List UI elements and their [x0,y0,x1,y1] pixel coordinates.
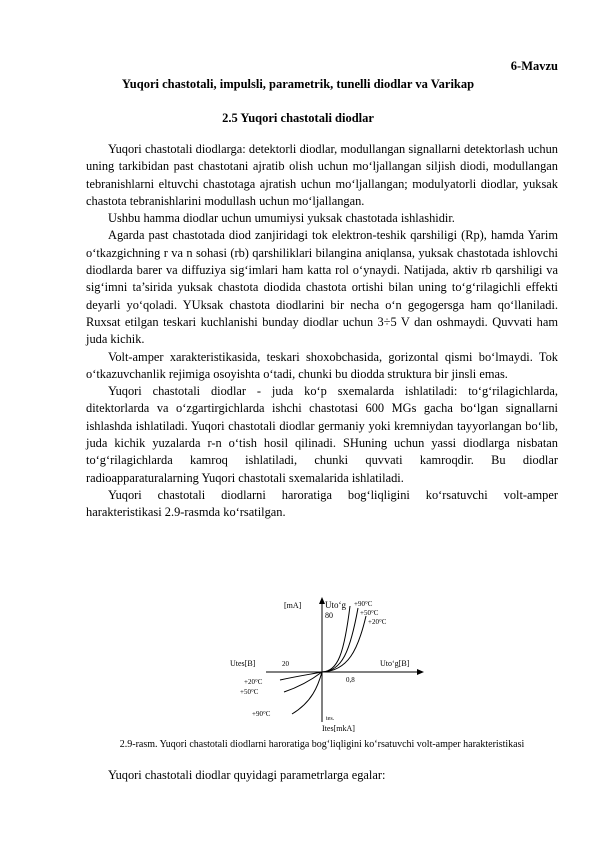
temp-label-bottom: +20°C [244,678,263,686]
y-value-label: 80 [325,611,333,620]
bottom-small-label: tes. [326,716,335,722]
y-unit-label: [mA] [284,601,302,610]
paragraph: Yuqori chastotali diodlarga: detektorli diodlar, modullangan signallarni detektorlash uchun uning tarkibidan past chastotani ajratib olish uchun mo‘ljallangan siljish diodi, modullangan tebranishlarni eltuvchi chastotaga ajratish uchun mo‘ljallangan; modulyatorli diodlar, yuksak chastota tebranishlarini modullash uchun mo‘ljallangan. [86,142,558,208]
bottom-axis-label: Ites[mkA] [322,724,355,733]
closing-line: Yuqori chastotali diodlar quyidagi parametrlarga egalar: [108,768,386,782]
paragraph: Yuqori chastotali diodlarni haroratiga bog‘liqligini ko‘rsatuvchi volt-amper harakteristikasi 2.9-rasmda ko‘rsatilgan. [86,487,558,520]
paragraph: Volt-amper xarakteristikasida, teskari shoxobchasida, gorizontal qismi bo‘lmaydi. Tok o‘tkazuvchanlik rejimiga osoyishta o‘tadi, chunki bu diodda struktura bir jinsli emas. [86,349,558,381]
temp-label-bottom: +50°C [240,688,259,696]
paragraph: Agarda past chastotada diod zanjiridagi tok elektron-teshik qarshiligi (Rp), hamda Yarim o‘tkazgichning r va n sohasi (rb) qarshiliklari bilangina aniqlansa, yuksak chastotada ishlovchi diodlarda barer va diffuziya sig‘imlari ham katta rol o‘ynaydi. Natijada, aktiv rb qarshiligi va sig‘imni ta’sirida yuksak chastota diodida chastota ortishi bilan uning to‘g‘rilagichli effekti deyarli yo‘qoladi. YUksak chastota diodlarini bir necha o‘n gegogersga ham qo‘llaniladi. Ruxsat etilgan teskari kuchlanishi bunday diodlar uchun 3÷5 V dan oshmaydi. Quvvati ham juda kichik. [86,228,558,347]
x-neg-value-label: 20 [282,660,289,668]
body-text [86,141,558,522]
page-title: Yuqori chastotali, impulsli, parametrik, tunelli diodlar va Varikap [121,77,475,91]
figure-caption: 2.9-rasm. Yuqori chastotali diodlarni haroratiga bog‘liqligini ko‘rsatuvchi volt-amper harakteristikasi [119,739,525,750]
x-neg-axis-label: Utes[B] [230,659,256,668]
temp-label-top: +90°C [354,600,373,608]
curve-reverse-90 [292,672,322,714]
y-axis-label: Uto‘g [325,600,346,610]
paragraph: Ushbu hamma diodlar uchun umumiysi yuksak chastotada ishlashidir. [108,211,455,226]
temp-label-top: +50°C [360,609,379,617]
section-heading: 2.5 Yuqori chastotali diodlar [222,111,374,125]
x-axis-arrow [417,669,424,675]
x-pos-value-label: 0,8 [346,676,355,684]
paragraph: Yuqori chastotali diodlar - juda ko‘p sxemalarda ishlatiladi: to‘g‘rilagichlarda, ditektorlarda va o‘zgartirgichlarda ishchi chastotasi 600 MGs gacha bo‘lgan signallarni ishlashda ishlatiladi. Yuqori chastotali diodlar germaniy yoki kremniydan tayyorlangan bo‘lib, juda kichik yuzalarda r-n o‘tish hosil qilinadi. SHuning uchun yassi diodlarga nisbatan to‘g‘rilagichlarda kamroq ishlatiladi, chunki quvvati kamroqdir. Bu diodlar radioapparaturalarning Yuqori chastotali sxemalarida ishlatiladi. [86,384,558,485]
x-pos-axis-label: Uto‘g[B] [380,659,410,668]
lecture-number: 6-Mavzu [510,59,558,73]
vac-figure [226,594,426,734]
vac-diagram [226,594,426,734]
temp-label-bottom: +90°C [252,710,271,718]
temp-label-top: +20°C [368,618,387,626]
